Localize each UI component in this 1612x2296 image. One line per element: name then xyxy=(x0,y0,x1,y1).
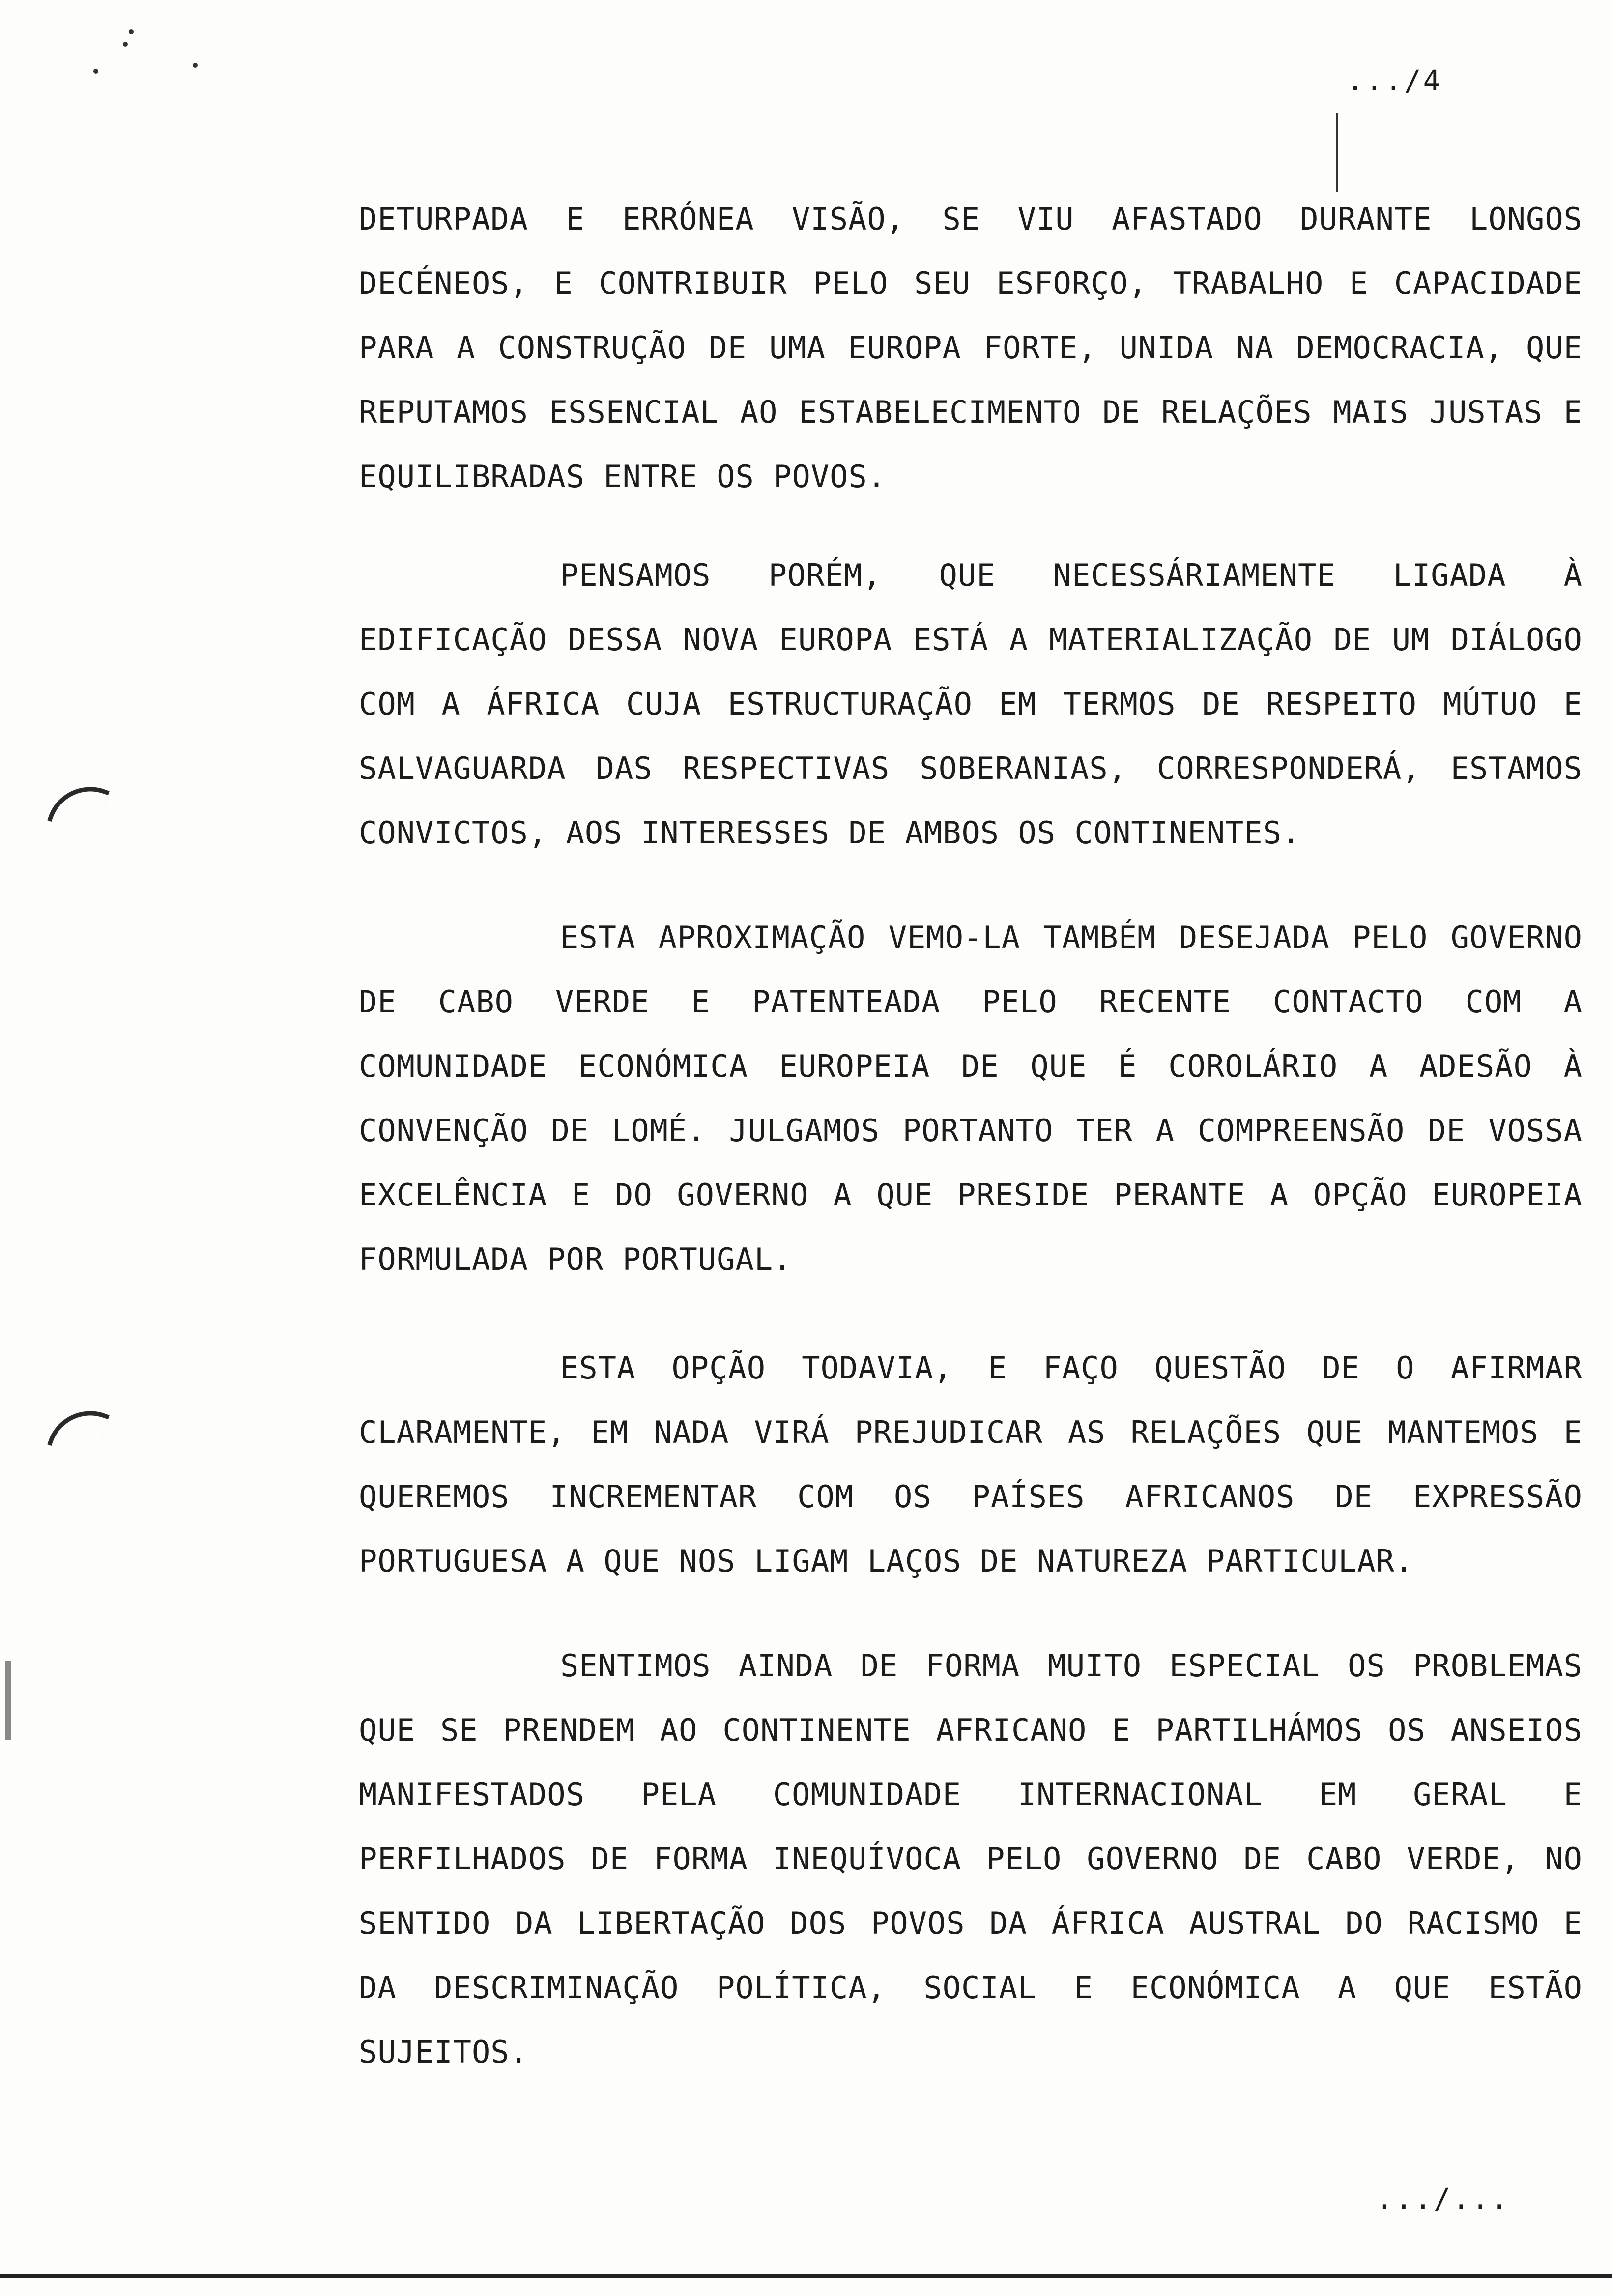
scan-edge-mark xyxy=(5,1661,11,1740)
scan-speck xyxy=(93,69,98,74)
binder-hole-mark xyxy=(47,775,110,837)
continuation-marker: .../... xyxy=(1376,2182,1510,2215)
paragraph: DETURPADA E ERRÓNEA VISÃO, SE VIU AFASTADO DURANTE LONGOS DECÉNEOS, E CONTRIBUIR PELO SEU ESFORÇO, TRABALHO E CAPACIDADE PARA A CONSTRUÇÃO DE UMA EUROPA FORTE, UNIDA NA DEMOCRACIA, QUE REPUTAMOS ESSENCIAL AO ESTABELECIMENTO DE RELAÇÕES MAIS JUSTAS E EQUILIBRADAS ENTRE OS POVOS. xyxy=(359,201,1602,494)
paragraph: ESTA OPÇÃO TODAVIA, E FAÇO QUESTÃO DE O AFIRMAR CLARAMENTE, EM NADA VIRÁ PREJUDICAR AS RELAÇÕES QUE MANTEMOS E QUEREMOS INCREMENTAR COM OS PAÍSES AFRICANOS DE EXPRESSÃO PORTUGUESA A QUE NOS LIGAM LAÇOS DE NATUREZA PARTICULAR. xyxy=(359,1350,1602,1579)
scan-speck xyxy=(129,29,134,34)
page-reference: .../4 xyxy=(1347,64,1442,97)
paragraph: PENSAMOS PORÉM, QUE NECESSÁRIAMENTE LIGADA À EDIFICAÇÃO DESSA NOVA EUROPA ESTÁ A MATERIALIZAÇÃO DE UM DIÁLOGO COM A ÁFRICA CUJA ESTRUCTURAÇÃO EM TERMOS DE RESPEITO MÚTUO E SALVAGUARDA DAS RESPECTIVAS SOBERANIAS, CORRESPONDERÁ, ESTAMOS CONVICTOS, AOS INTERESSES DE AMBOS OS CONTINENTES. xyxy=(359,557,1602,851)
pen-mark xyxy=(1336,113,1338,192)
scan-speck xyxy=(123,42,128,47)
paragraph: ESTA APROXIMAÇÃO VEMO-LA TAMBÉM DESEJADA PELO GOVERNO DE CABO VERDE E PATENTEADA PELO RECENTE CONTACTO COM A COMUNIDADE ECONÓMICA EUROPEIA DE QUE É COROLÁRIO A ADESÃO À CONVENÇÃO DE LOMÉ. JULGAMOS PORTANTO TER A COMPREENSÃO DE VOSSA EXCELÊNCIA E DO GOVERNO A QUE PRESIDE PERANTE A OPÇÃO EUROPEIA FORMULADA POR PORTUGAL. xyxy=(359,919,1602,1277)
page-edge-rule xyxy=(0,2274,1612,2278)
letter-body xyxy=(359,187,1602,2084)
binder-hole-mark xyxy=(47,1399,110,1461)
scan-speck xyxy=(193,63,198,68)
paragraph: SENTIMOS AINDA DE FORMA MUITO ESPECIAL OS PROBLEMAS QUE SE PRENDEM AO CONTINENTE AFRICANO E PARTILHÁMOS OS ANSEIOS MANIFESTADOS PELA COMUNIDADE INTERNACIONAL EM GERAL E PERFILHADOS DE FORMA INEQUÍVOCA PELO GOVERNO DE CABO VERDE, NO SENTIDO DA LIBERTAÇÃO DOS POVOS DA ÁFRICA AUSTRAL DO RACISMO E DA DESCRIMINAÇÃO POLÍTICA, SOCIAL E ECONÓMICA A QUE ESTÃO SUJEITOS. xyxy=(359,1648,1602,2070)
